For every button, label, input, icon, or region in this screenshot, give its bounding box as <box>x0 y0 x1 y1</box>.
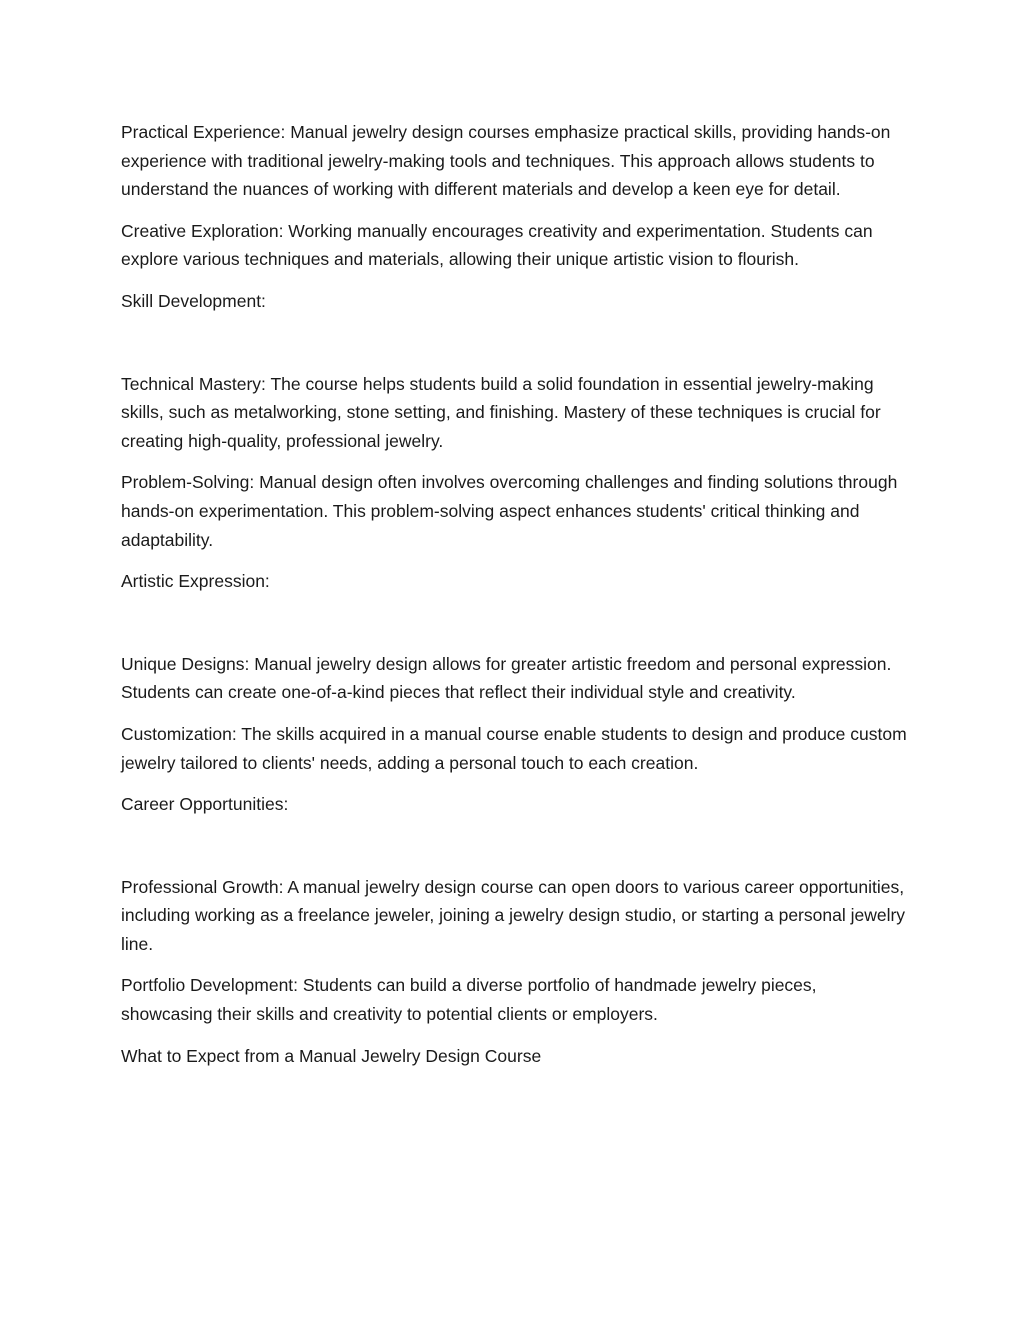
paragraph-unique-designs: Unique Designs: Manual jewelry design allows for greater artistic freedom and personal expression. Students can create one-of-a-kind pieces that reflect their individual style and creativity. <box>121 653 892 703</box>
section-heading-artistic-expression: Artistic Expression: <box>121 571 270 592</box>
paragraph-portfolio-development: Portfolio Development: Students can build a diverse portfolio of handmade jewelry pieces, showcasing their skills and creativity to potential clients or employers. <box>121 975 817 1025</box>
paragraph-practical-experience: Practical Experience: Manual jewelry design courses emphasize practical skills, providing hands-on experience with traditional jewelry-making tools and techniques. This approach allows students to understand the nuances of working with different materials and develop a keen eye for detail. <box>121 122 891 200</box>
section-heading-career-opportunities: Career Opportunities: <box>121 794 289 815</box>
paragraph-professional-growth: Professional Growth: A manual jewelry design course can open doors to various career opportunities, including working as a freelance jeweler, joining a jewelry design studio, or starting a personal jewelry line. <box>121 876 906 954</box>
paragraph-technical-mastery: Technical Mastery: The course helps students build a solid foundation in essential jewelry-making skills, such as metalworking, stone setting, and finishing. Mastery of these techniques is crucial for creating high-quality, professional jewelry. <box>121 373 881 451</box>
closing-heading-what-to-expect: What to Expect from a Manual Jewelry Design Course <box>121 1045 542 1066</box>
paragraph-creative-exploration: Creative Exploration: Working manually encourages creativity and experimentation. Students can explore various techniques and materials, allowing their unique artistic vision to flourish. <box>121 220 873 270</box>
paragraph-problem-solving: Problem-Solving: Manual design often involves overcoming challenges and finding solutions through hands-on experimentation. This problem-solving aspect enhances students' critical thinking and adaptability. <box>121 472 898 550</box>
paragraph-customization: Customization: The skills acquired in a manual course enable students to design and produce custom jewelry tailored to clients' needs, adding a personal touch to each creation. <box>121 723 907 773</box>
document-body <box>121 118 911 1070</box>
section-heading-skill-development: Skill Development: <box>121 290 266 311</box>
